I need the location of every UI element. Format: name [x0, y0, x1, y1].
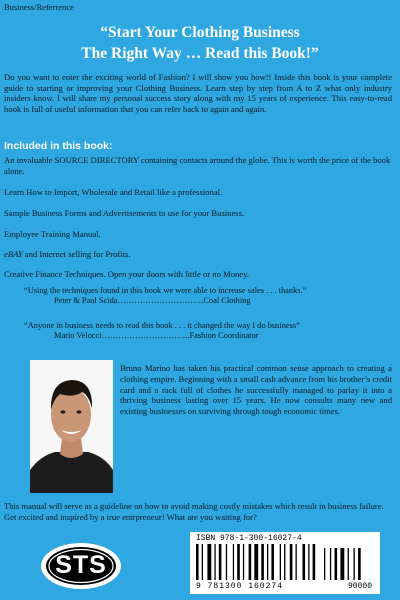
barcode-number: 9 781300 160274 — [196, 582, 284, 591]
barcode-price: 90000 — [347, 582, 372, 591]
sts-logo-text: STS — [55, 551, 107, 579]
intro-paragraph: Do you want to enter the exciting world of Fashion? I will show you how!! Inside this book is your complete guide to starting or improving your Clothing Business. Learn step by step from A to Z what only industry insiders know. I will share my personal success story along with my 15 years of experience. This easy-to-read book is full of useful information that you can refer back to again and again. — [4, 72, 392, 114]
included-title: Included in this book: — [4, 140, 113, 152]
barcode-price-bar — [330, 548, 331, 580]
headline — [0, 22, 400, 64]
ebay-text: eBAY — [4, 249, 23, 259]
category-label: Business/Referrence — [4, 2, 74, 12]
barcode-price-bar — [324, 548, 325, 580]
barcode-bar — [313, 544, 316, 580]
barcode-bar — [214, 544, 215, 580]
feature-ebay — [4, 249, 392, 260]
barcode-bar — [280, 544, 281, 580]
author-photo — [30, 360, 113, 493]
testimonial-2 — [24, 321, 394, 342]
headline-line-2: The Right Way … Read this Book!” — [81, 45, 319, 62]
barcode-bar — [249, 544, 252, 580]
barcode-bar — [196, 544, 199, 580]
barcode-bar — [207, 544, 211, 580]
barcode-bar — [226, 544, 227, 580]
barcode-price-bar — [340, 548, 344, 580]
barcode-bar — [303, 544, 306, 580]
barcode-bar — [267, 544, 268, 580]
feature-business-forms: Sample Business Forms and Advertisements to use for your Business. — [4, 208, 245, 218]
barcode-price-bar — [358, 548, 361, 580]
barcode-bar — [261, 544, 264, 580]
closing-paragraph: This manual will serve as a guideline on how to avoid making costly mistakes which result in business failure. Get excited and inspired by a true entrpreneur! What are you waiting for? — [4, 501, 384, 522]
barcode-price-bar — [348, 548, 349, 580]
barcode-bar — [308, 544, 309, 580]
barcode-bar — [233, 544, 234, 580]
barcode-bar — [271, 544, 274, 580]
testimonial-1-text: “Using the techniques found in this book we were able to increase sales . . . thanks.” — [24, 286, 307, 295]
isbn-text: ISBN 978-1-300-16027-4 — [196, 534, 302, 543]
barcode-bar — [237, 544, 240, 580]
barcode-bars — [196, 544, 374, 582]
barcode-bar — [202, 544, 203, 580]
ebay-rest-text: and Internet selling for Profits. — [22, 249, 131, 259]
headline-line-1: “Start Your Clothing Business — [100, 24, 300, 41]
testimonial-1 — [24, 286, 394, 307]
barcode — [190, 532, 380, 594]
testimonial-2-text: “Anyone in business needs to read this book . . . it changed the way I do business” — [24, 321, 300, 330]
author-bio: Bruno Marino has taken his practical common sense approach to creating a clothing empire. Beginning with a small cash advance from his brother’s credit card and a rack full of clothes he successfully managed to parlay it into a thriving business lasting over 15 years. He now consults many new and existing businesses on surviving through tough economic times. — [120, 363, 392, 417]
barcode-bar — [243, 544, 244, 580]
sts-logo — [40, 542, 122, 595]
feature-source-directory: An invaluable SOURCE DIRECTORY containing contacts around the globe. This is worth the price of the book alone. — [4, 155, 391, 176]
barcode-bar — [219, 544, 222, 580]
testimonial-1-attribution: Peter & Paul Scida………………………….Coal Clothing — [54, 296, 251, 306]
testimonial-2-attribution: Mario Velocci…………………………..Fashion Coordinator — [54, 331, 259, 341]
barcode-bar — [290, 544, 293, 580]
barcode-bar — [254, 544, 258, 580]
feature-training-manual: Employee Training Manual. — [4, 229, 101, 239]
barcode-price-bar — [354, 548, 355, 580]
feature-import-wholesale: Learn How to Import, Wholesale and Retail like a professional. — [4, 187, 223, 197]
feature-creative-finance: Creative Finance Techniques. Open your doors with little or no Money. — [4, 269, 249, 279]
barcode-bar — [284, 544, 285, 580]
barcode-bar — [296, 544, 297, 580]
barcode-price-bar — [335, 548, 338, 580]
